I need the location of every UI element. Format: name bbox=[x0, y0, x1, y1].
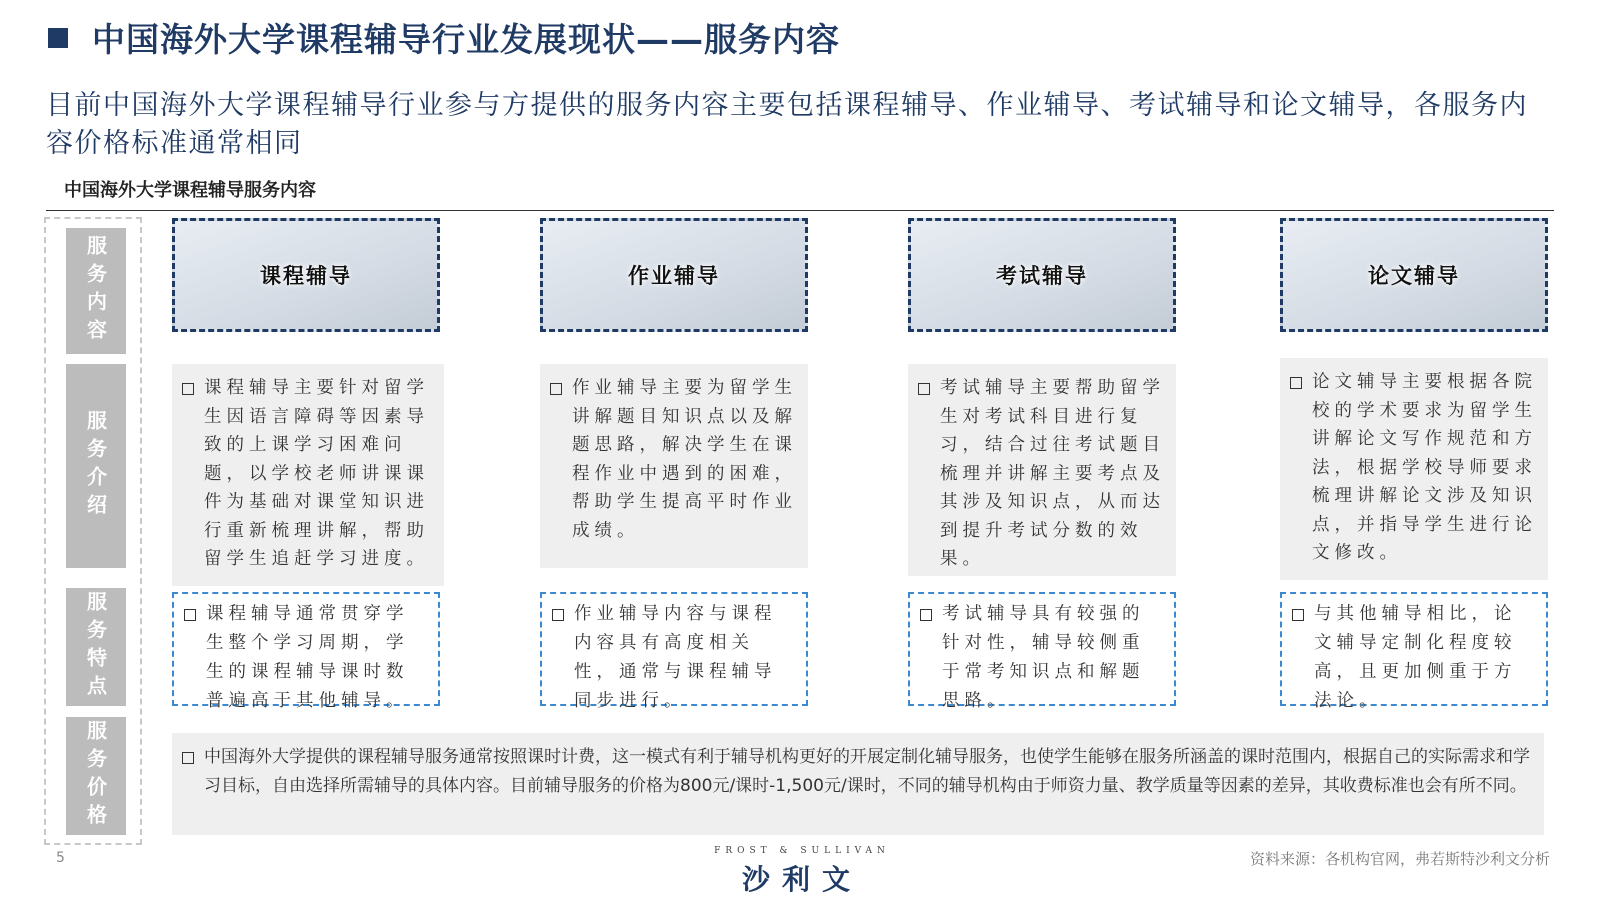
service-card-course bbox=[172, 218, 440, 332]
checkbox-bullet-icon bbox=[550, 383, 562, 395]
service-card-exam bbox=[908, 218, 1176, 332]
logo-main-text: 沙利文 bbox=[741, 863, 862, 896]
checkbox-bullet-icon bbox=[1290, 377, 1302, 389]
page-number: 5 bbox=[56, 850, 65, 866]
page-title: 中国海外大学课程辅导行业发展现状——服务内容 bbox=[92, 20, 840, 59]
service-card-thesis bbox=[1280, 218, 1548, 332]
checkbox-bullet-icon bbox=[182, 752, 194, 764]
row-label-service-content: 服务内容 bbox=[66, 228, 126, 354]
service-feature-course: 课程辅导通常贯穿学生整个学习周期，学生的课程辅导课时数普遍高于其他辅导。 bbox=[172, 592, 440, 706]
service-feature-homework: 作业辅导内容与课程内容具有高度相关性，通常与课程辅导同步进行。 bbox=[540, 592, 808, 706]
checkbox-bullet-icon bbox=[184, 609, 196, 621]
title-square-icon bbox=[48, 28, 68, 48]
checkbox-bullet-icon bbox=[182, 383, 194, 395]
service-feature-exam: 考试辅导具有较强的针对性，辅导较侧重于常考知识点和解题思路。 bbox=[908, 592, 1176, 706]
service-intro-course: 课程辅导主要针对留学生因语言障碍等因素导致的上课学习困难问题，以学校老师讲课课件为基础对课堂知识进行重新梳理讲解，帮助留学生追赶学习进度。 bbox=[172, 364, 444, 586]
row-label-service-intro: 服务介绍 bbox=[66, 364, 126, 568]
service-card-label: 课程辅导 bbox=[260, 264, 352, 288]
checkbox-bullet-icon bbox=[918, 383, 930, 395]
service-card-label: 论文辅导 bbox=[1368, 264, 1460, 288]
service-card-label: 作业辅导 bbox=[628, 264, 720, 288]
checkbox-bullet-icon bbox=[1292, 609, 1304, 621]
service-intro-homework: 作业辅导主要为留学生讲解题目知识点以及解题思路，解决学生在课程作业中遇到的困难，帮助学生提高平时作业成绩。 bbox=[540, 364, 808, 568]
row-label-service-feature: 服务特点 bbox=[66, 588, 126, 706]
service-intro-thesis: 论文辅导主要根据各院校的学术要求为留学生讲解论文写作规范和方法，根据学校导师要求梳理讲解论文涉及知识点，并指导学生进行论文修改。 bbox=[1280, 358, 1548, 580]
frost-sullivan-logo bbox=[712, 846, 892, 898]
checkbox-bullet-icon bbox=[920, 609, 932, 621]
checkbox-bullet-icon bbox=[552, 609, 564, 621]
service-card-homework bbox=[540, 218, 808, 332]
service-feature-thesis: 与其他辅导相比，论文辅导定制化程度较高，且更加侧重于方法论。 bbox=[1280, 592, 1548, 706]
row-label-service-price: 服务价格 bbox=[66, 717, 126, 835]
section-label: 中国海外大学课程辅导服务内容 bbox=[64, 180, 316, 201]
section-divider bbox=[46, 210, 1554, 211]
service-intro-exam: 考试辅导主要帮助留学生对考试科目进行复习，结合过往考试题目梳理并讲解主要考点及其涉及知识点，从而达到提升考试分数的效果。 bbox=[908, 364, 1176, 576]
page-subtitle: 目前中国海外大学课程辅导行业参与方提供的服务内容主要包括课程辅导、作业辅导、考试辅导和论文辅导，各服务内容价格标准通常相同 bbox=[46, 90, 1528, 159]
source-note: 资料来源：各机构官网，弗若斯特沙利文分析 bbox=[1249, 850, 1550, 868]
service-pricing: 中国海外大学提供的课程辅导服务通常按照课时计费，这一模式有利于辅导机构更好的开展定制化辅导服务，也使学生能够在服务所涵盖的课时范围内，根据自己的实际需求和学习目标，自由选择所需辅导的具体内容。目前辅导服务的价格为800元/课时-1,500元/课时，不同的辅导机构由于师资力量、教学质量等因素的差异，其收费标准也会有所不同。 bbox=[172, 733, 1544, 835]
logo-top-text: FROST & SULLIVAN bbox=[714, 846, 890, 856]
service-card-label: 考试辅导 bbox=[996, 264, 1088, 288]
